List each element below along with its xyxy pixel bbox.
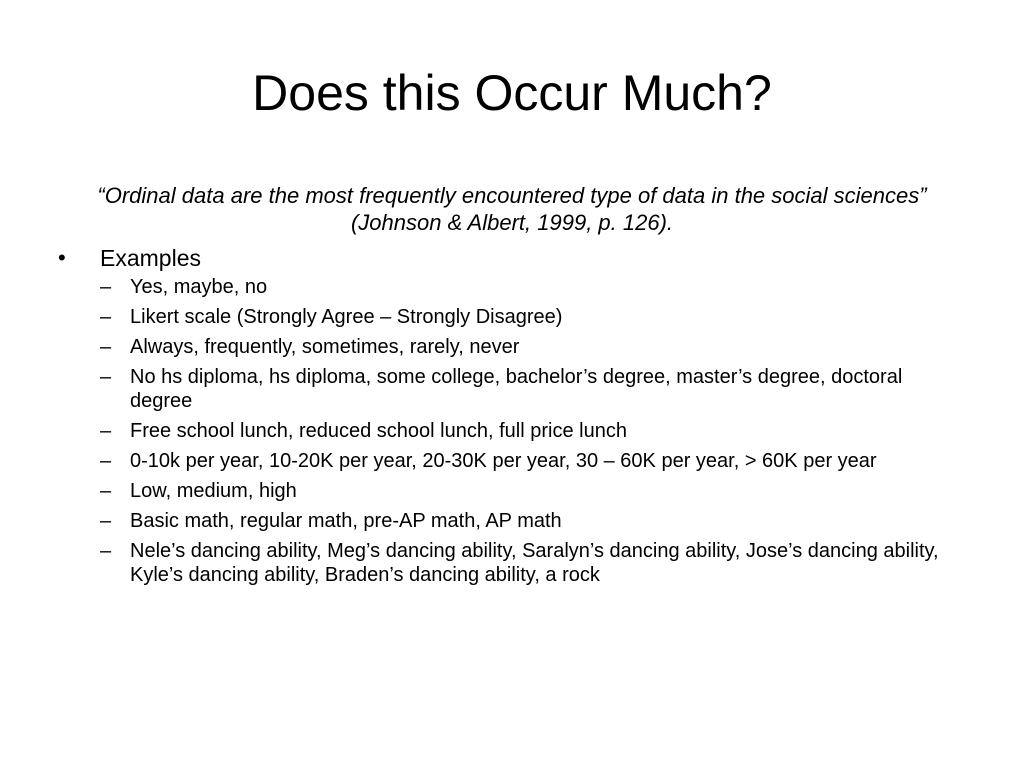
list-item-text: Basic math, regular math, pre-AP math, AP math [130, 510, 562, 532]
bullet-list [58, 243, 968, 593]
dash-marker: – [100, 336, 112, 358]
example-list [100, 275, 968, 587]
dash-marker: – [100, 540, 112, 562]
quote-text: “Ordinal data are the most frequently encountered type of data in the social sciences” (Johnson & Albert, 1999, p. 126). [97, 183, 927, 235]
slide-title: Does this Occur Much? [252, 65, 772, 121]
bullet-label: Examples [100, 245, 201, 271]
dash-marker: – [100, 276, 112, 298]
dash-marker: – [100, 306, 112, 328]
list-item-text: Always, frequently, sometimes, rarely, never [130, 336, 520, 358]
list-item [86, 449, 968, 473]
list-item [86, 305, 968, 329]
dash-marker: – [100, 366, 112, 388]
list-item [86, 419, 968, 443]
dash-marker: – [100, 510, 112, 532]
list-item [86, 509, 968, 533]
list-item-text: Free school lunch, reduced school lunch, full price lunch [130, 420, 627, 442]
list-item [86, 335, 968, 359]
list-item-text: Likert scale (Strongly Agree – Strongly Disagree) [130, 306, 563, 328]
bullet-marker: • [58, 245, 66, 270]
list-item [86, 539, 968, 587]
list-item-text: 0-10k per year, 10-20K per year, 20-30K per year, 30 – 60K per year, > 60K per year [130, 450, 877, 472]
dash-marker: – [100, 450, 112, 472]
list-item-text: Yes, maybe, no [130, 276, 268, 298]
dash-marker: – [100, 420, 112, 442]
list-item [86, 479, 968, 503]
list-item [86, 275, 968, 299]
bullet-item-examples [58, 243, 968, 587]
list-item-text: Nele’s dancing ability, Meg’s dancing ability, Saralyn’s dancing ability, Jose’s dancing ability, Kyle’s dancing ability, Braden’s dancing ability, a rock [130, 540, 939, 586]
list-item [86, 365, 968, 413]
list-item-text: No hs diploma, hs diploma, some college, bachelor’s degree, master’s degree, doctoral degree [130, 366, 903, 412]
dash-marker: – [100, 480, 112, 502]
list-item-text: Low, medium, high [130, 480, 297, 502]
